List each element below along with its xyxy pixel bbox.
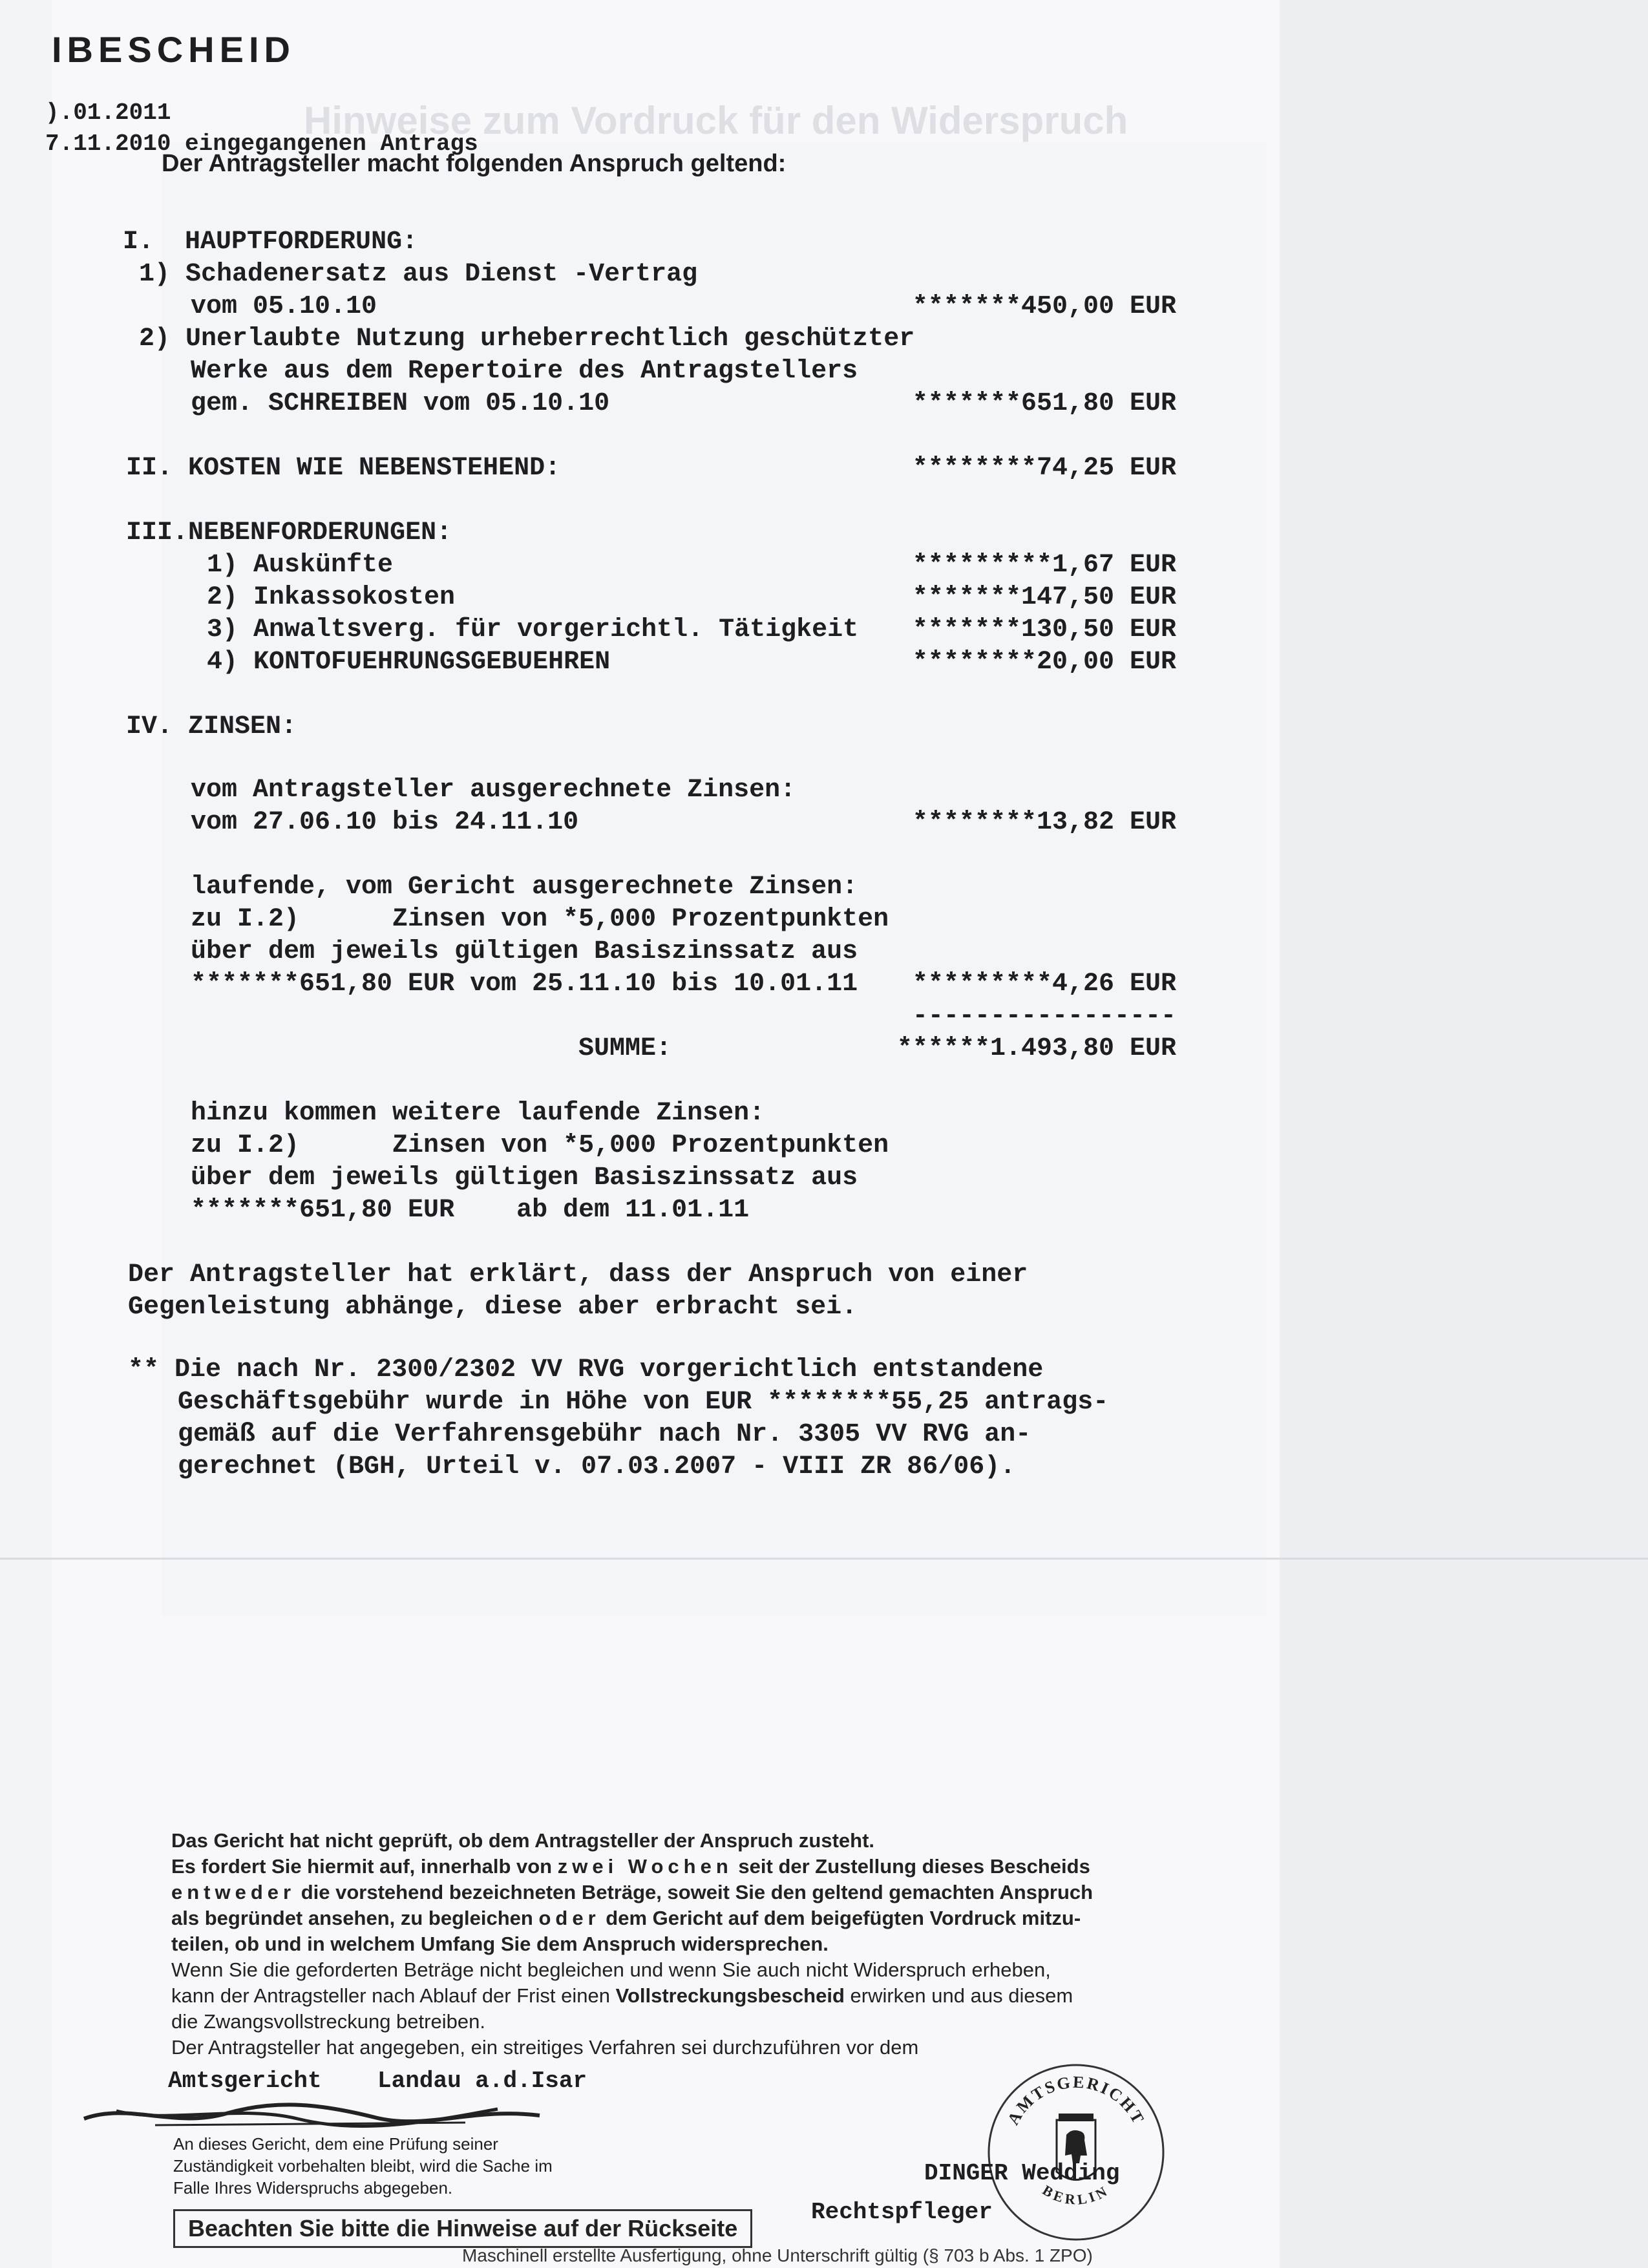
claim-item-1-amount: *******450,00 EUR — [912, 292, 1176, 321]
section-3-label: III.NEBENFORDERUNGEN: — [126, 518, 452, 547]
court-interest-line3: über dem jeweils gültigen Basiszinssatz aus — [191, 937, 858, 966]
court-interest-line4: *******651,80 EUR vom 25.11.10 bis 10.01.11 — [191, 970, 858, 999]
show-through-heading: Hinweise zum Vordruck für den Widerspruch — [304, 99, 1128, 142]
side-claim-4-amount: ********20,00 EUR — [912, 648, 1176, 677]
court-interest-line2: zu I.2) Zinsen von *5,000 Prozentpunkten — [191, 905, 889, 934]
footnote-line3: gemäß auf die Verfahrensgebühr nach Nr. 3305 VV RVG an- — [178, 1420, 1031, 1449]
side-claim-3-amount: *******130,50 EUR — [912, 615, 1176, 644]
side-claim-4: 4) KONTOFUEHRUNGSGEBUEHREN — [207, 648, 611, 677]
back-page-edge — [1280, 0, 1648, 2268]
signer-name: DINGER Wedding — [924, 2160, 1120, 2187]
footnote-line1: ** Die nach Nr. 2300/2302 VV RVG vorgerichtlich entstandene — [128, 1355, 1044, 1384]
notice-line-1: Das Gericht hat nicht geprüft, ob dem Antragsteller der Anspruch zusteht. — [171, 1829, 875, 1852]
document-title: IBESCHEID — [52, 29, 295, 70]
section-2-amount: ********74,25 EUR — [912, 454, 1176, 483]
side-claim-3: 3) Anwaltsverg. für vorgerichtl. Tätigkeit — [207, 615, 859, 644]
applicant-interest-line1: vom Antragsteller ausgerechnete Zinsen: — [191, 776, 796, 805]
claim-item-2-line3: gem. SCHREIBEN vom 05.10.10 — [191, 389, 610, 418]
legal-notice — [171, 1828, 1270, 2061]
further-interest-line4: *******651,80 EUR ab dem 11.01.11 — [191, 1196, 750, 1225]
notice-line-7: kann der Antragsteller nach Ablauf der Frist einen Vollstreckungsbescheid erwirken und aus diesem — [171, 1984, 1073, 2007]
notice-line-9: Der Antragsteller hat angegeben, ein streitiges Verfahren sei durchzuführen vor dem — [171, 2036, 919, 2059]
declaration-line2: Gegenleistung abhänge, diese aber erbracht sei. — [128, 1293, 858, 1322]
court-seal — [982, 2059, 1170, 2246]
claim-heading: Der Antragsteller macht folgenden Anspruch geltend: — [162, 150, 787, 177]
notice-line-4: als begründet ansehen, zu begleichen oder dem Gericht auf dem beigefügten Vordruck mitzu- — [171, 1907, 1081, 1929]
back-side-notice-box: Beachten Sie bitte die Hinweise auf der Rückseite — [173, 2209, 752, 2248]
sum-divider: ----------------- — [912, 1002, 1176, 1031]
footnote-line2: Geschäftsgebühr wurde in Höhe von EUR ********55,25 antrags- — [178, 1388, 1109, 1417]
sum-label: SUMME: — [578, 1034, 672, 1063]
crossed-out-text — [78, 2099, 543, 2132]
paper-fold — [0, 1558, 1648, 1560]
claim-item-2-line1: 2) Unerlaubte Nutzung urheberrechtlich geschützter — [139, 324, 915, 354]
section-1-label: I. HAUPTFORDERUNG: — [123, 228, 418, 257]
received-line: 7.11.2010 eingegangenen Antrags — [45, 131, 478, 157]
further-interest-line2: zu I.2) Zinsen von *5,000 Prozentpunkten — [191, 1131, 889, 1160]
footnote-line4: gerechnet (BGH, Urteil v. 07.03.2007 - VIII ZR 86/06). — [178, 1452, 1016, 1481]
notice-line-3: entweder die vorstehend bezeichneten Beträge, soweit Sie den geltend gemachten Anspruch — [171, 1881, 1093, 1903]
claim-item-1-line2: vom 05.10.10 — [191, 292, 377, 321]
notice-line-2: Es fordert Sie hiermit auf, innerhalb von zwei Wochen seit der Zustellung dieses Bescheids — [171, 1855, 1090, 1878]
applicant-interest-amount: ********13,82 EUR — [912, 808, 1176, 837]
court-note: An dieses Gericht, dem eine Prüfung seiner Zuständigkeit vorbehalten bleibt, wird die Sache im Falle Ihres Widerspruchs abgegeben. — [173, 2134, 553, 2198]
further-interest-line1: hinzu kommen weitere laufende Zinsen: — [191, 1099, 765, 1128]
competent-court: Amtsgericht Landau a.d.Isar — [168, 2068, 587, 2094]
claim-item-2-line2: Werke aus dem Repertoire des Antragstellers — [191, 357, 858, 386]
declaration-line1: Der Antragsteller hat erklärt, dass der Anspruch von einer — [128, 1260, 1028, 1289]
seal-top-text: AMTSGERICHT — [1003, 2072, 1149, 2128]
court-interest-line1: laufende, vom Gericht ausgerechnete Zinsen: — [191, 873, 858, 902]
notice-line-5: teilen, ob und in welchem Umfang Sie dem Anspruch widersprechen. — [171, 1933, 829, 1955]
side-claim-1-amount: *********1,67 EUR — [912, 551, 1176, 580]
court-interest-amount: *********4,26 EUR — [912, 970, 1176, 999]
claim-item-1-line1: 1) Schadenersatz aus Dienst -Vertrag — [139, 260, 698, 289]
side-claim-1: 1) Auskünfte — [207, 551, 394, 580]
footer-note: Maschinell erstellte Ausfertigung, ohne Unterschrift gültig (§ 703 b Abs. 1 ZPO) — [462, 2245, 1093, 2265]
claim-item-2-amount: *******651,80 EUR — [912, 389, 1176, 418]
signer-role: Rechtspfleger — [811, 2199, 993, 2225]
seal-bottom-text: BERLIN — [1039, 2181, 1113, 2208]
notice-line-6: Wenn Sie die geforderten Beträge nicht begleichen und wenn Sie auch nicht Widerspruch erheben, — [171, 1958, 1051, 1981]
section-4-label: IV. ZINSEN: — [126, 712, 297, 741]
document-date: ).01.2011 — [45, 100, 171, 126]
section-2-label: II. KOSTEN WIE NEBENSTEHEND: — [126, 454, 561, 483]
side-claim-2: 2) Inkassokosten — [207, 583, 456, 612]
applicant-interest-line2: vom 27.06.10 bis 24.11.10 — [191, 808, 579, 837]
side-claim-2-amount: *******147,50 EUR — [912, 583, 1176, 612]
notice-line-8: die Zwangsvollstreckung betreiben. — [171, 2010, 485, 2033]
sum-amount: ******1.493,80 EUR — [896, 1034, 1176, 1063]
further-interest-line3: über dem jeweils gültigen Basiszinssatz aus — [191, 1163, 858, 1192]
